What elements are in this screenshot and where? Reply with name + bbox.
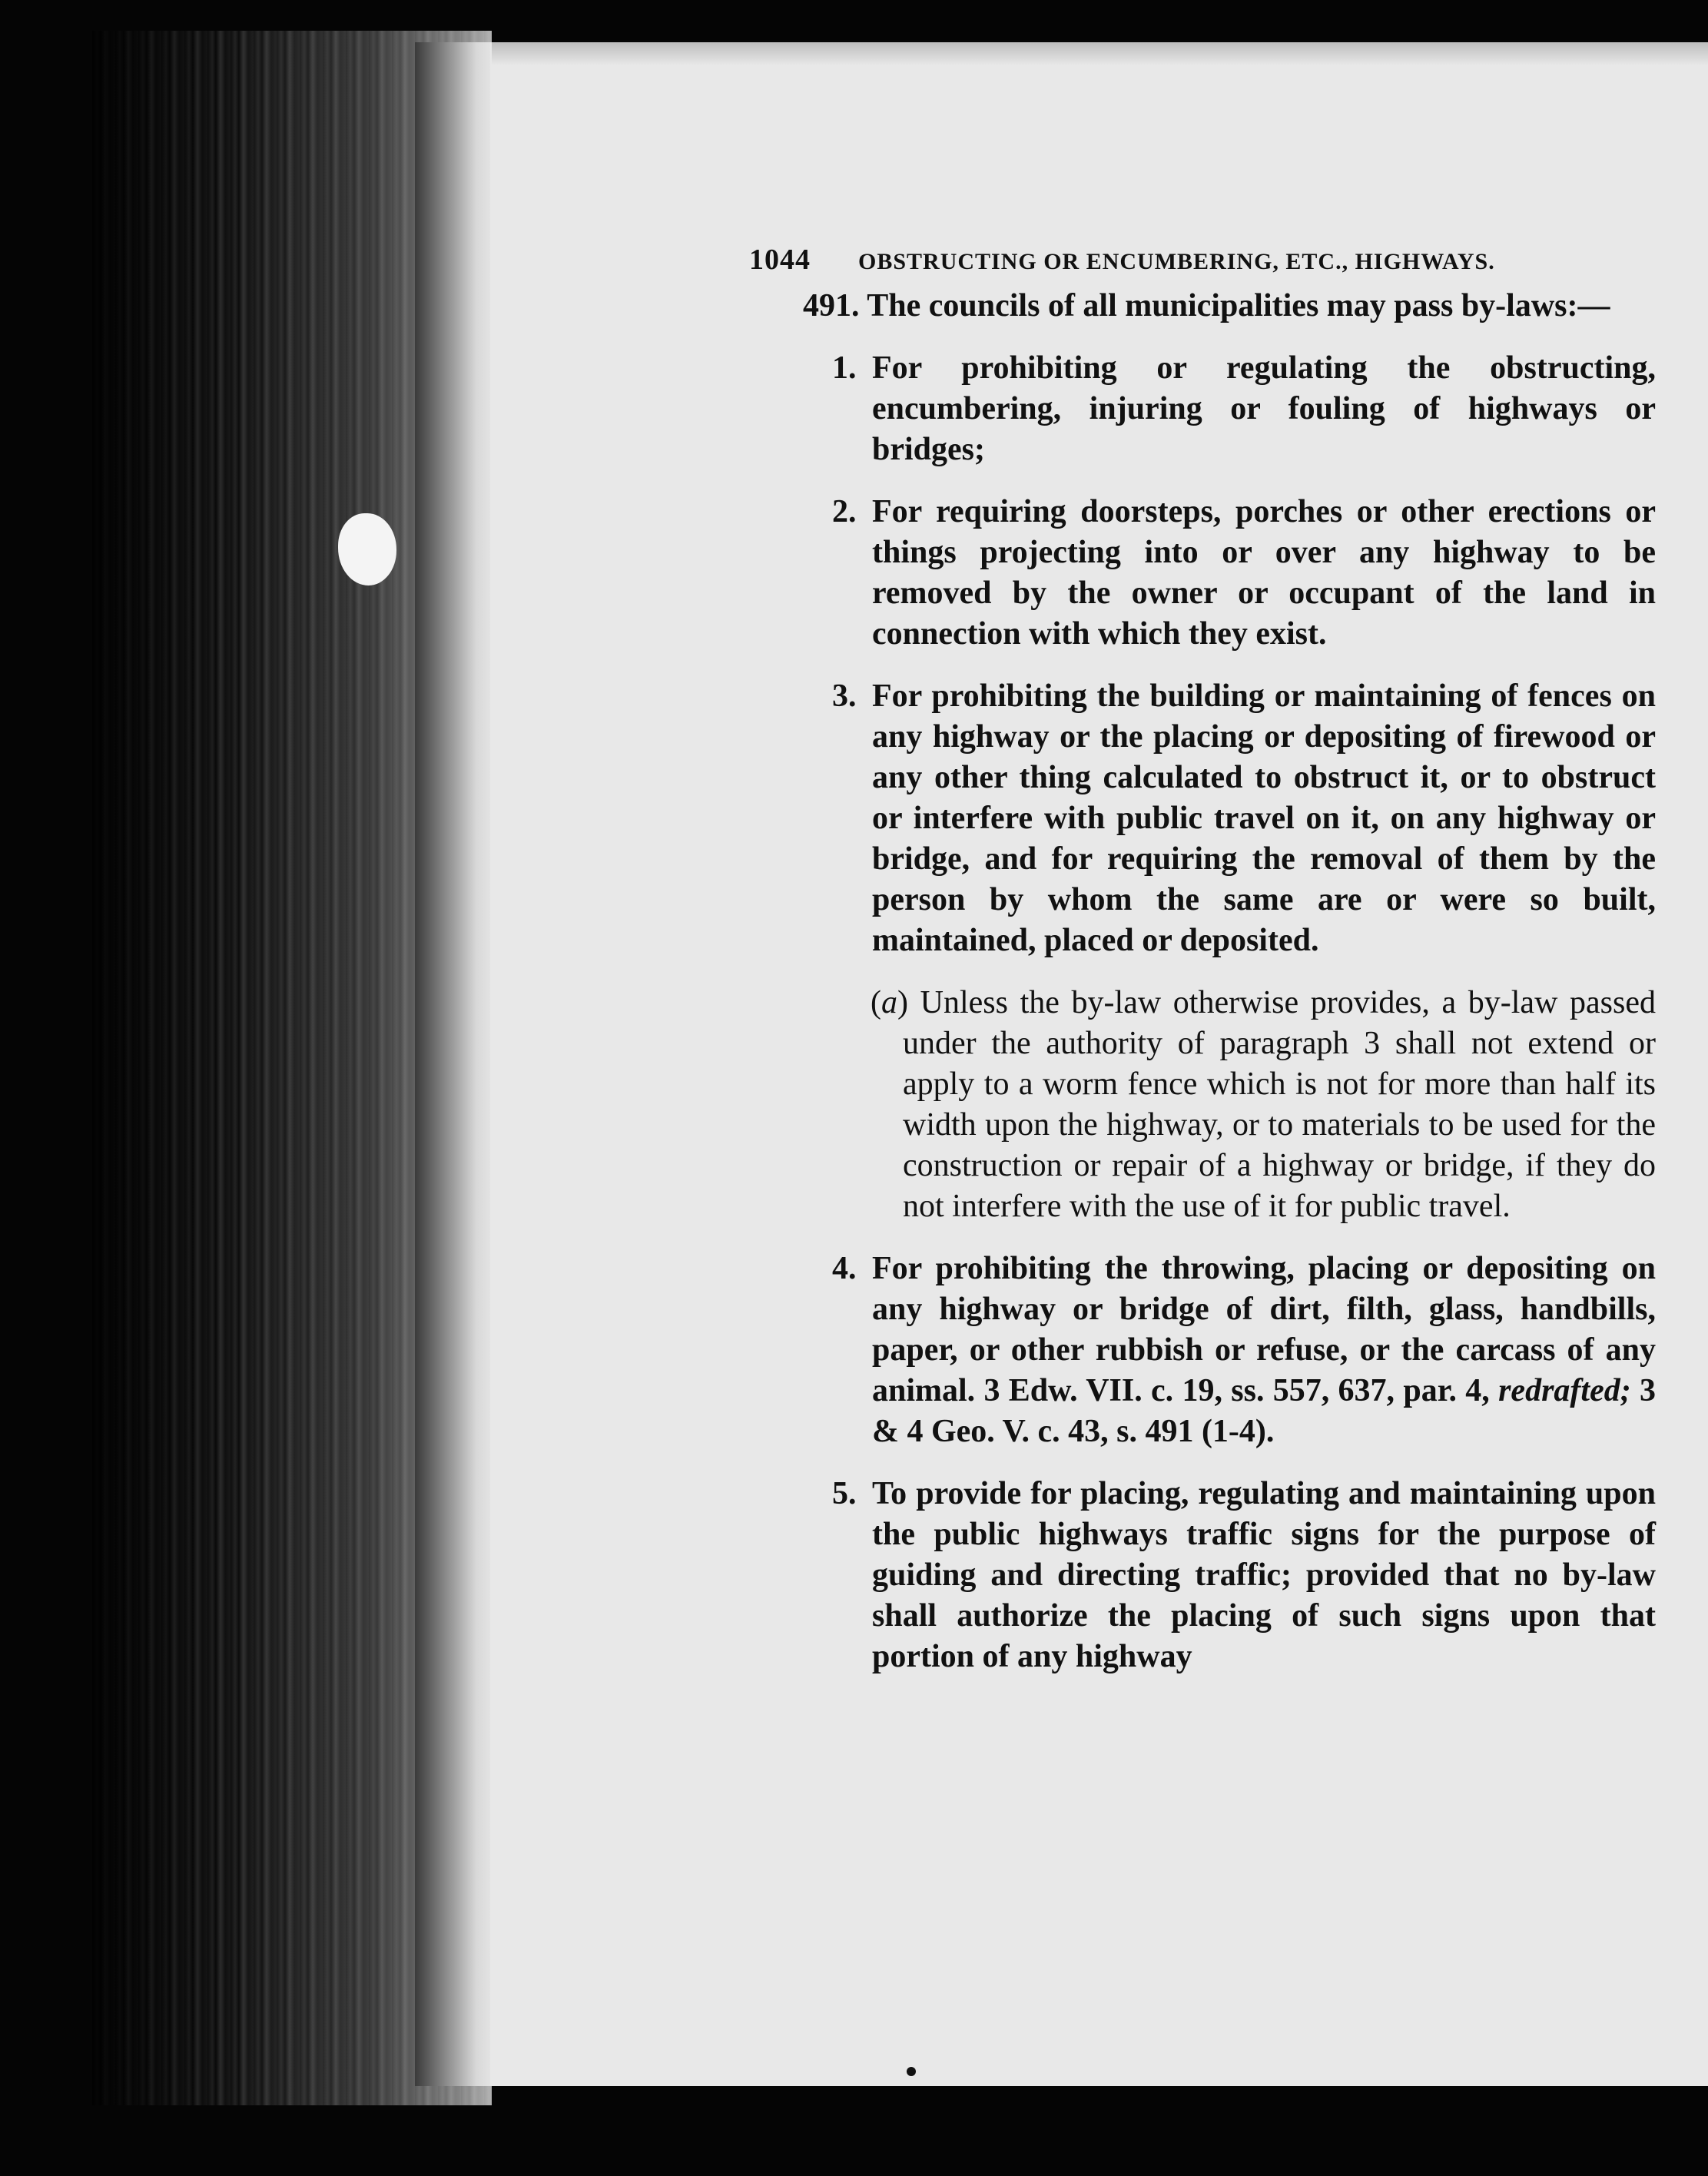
- item-label: 3.: [832, 678, 857, 714]
- sub-item-text: Unless the by-law otherwise provides, a by-law passed under the authority of paragraph 3 shall not extend or apply to a worm fence which is not for more than half its width upon the highway, or to materials to be used for the construction or repair of a highway or bridge, if they do not interfere with the use of it for public travel.: [903, 985, 1657, 1224]
- page-content: [749, 240, 1656, 1677]
- item-text: For prohibiting the throwing, placing or depositing on any highway or bridge of dirt, filth, glass, handbills, paper, or other rubbish or refuse, or the carcass of any animal. 3 Edw. VII. c. 19, ss. 557, 637, par. 4,: [872, 1251, 1656, 1408]
- item-text: For prohibiting or regulating the obstructing, encumbering, injuring or fouling of highways or bridges;: [872, 350, 1656, 467]
- sub-item-label-close: ): [897, 985, 908, 1020]
- item-citation: 3 & 4 Geo. V. c. 43, s. 491 (1-4).: [872, 1373, 1656, 1449]
- item-label: 5.: [832, 1476, 857, 1511]
- sub-item: [749, 983, 1656, 1227]
- page-speck: [907, 2067, 916, 2076]
- list-item: [749, 1249, 1656, 1452]
- list-item: [749, 348, 1656, 470]
- running-title: OBSTRUCTING OR ENCUMBERING, ETC., HIGHWAYS.: [858, 249, 1495, 274]
- section-paragraph: [749, 286, 1656, 327]
- list-item: [749, 492, 1656, 655]
- sub-item-label-open: (: [871, 985, 881, 1020]
- item-label: 4.: [832, 1251, 857, 1286]
- item-italic-text: redrafted;: [1498, 1373, 1631, 1408]
- list-item: [749, 1474, 1656, 1677]
- paper-hole: [338, 513, 396, 585]
- item-text: For requiring doorsteps, porches or other erections or things projecting into or over any highway to be removed by the owner or occupant of the land in connection with which they exist.: [872, 494, 1656, 652]
- page-number: 1044: [749, 244, 811, 276]
- list-item: [749, 676, 1656, 961]
- section-number: 491.: [803, 288, 860, 323]
- sub-item-letter: a: [881, 985, 897, 1020]
- page-gutter: [415, 42, 492, 2086]
- section-text: The councils of all municipalities may pass by-laws:—: [867, 288, 1610, 323]
- item-label: 2.: [832, 494, 857, 529]
- item-text: To provide for placing, regulating and maintaining upon the public highways traffic signs for the purpose of guiding and directing traffic; provided that no by-law shall authorize the placing of such signs upon that portion of any highway: [872, 1476, 1656, 1674]
- sub-item-label: [871, 985, 908, 1020]
- running-head: [749, 240, 1656, 286]
- item-text: For prohibiting the building or maintaining of fences on any highway or the placing or depositing of firewood or any other thing calculated to obstruct it, or to obstruct or interfere with public travel on it, on any highway or bridge, and for requiring the removal of them by the person by whom the same are or were so built, maintained, placed or deposited.: [872, 678, 1656, 958]
- item-label: 1.: [832, 350, 857, 386]
- page-top-shadow: [492, 42, 1708, 65]
